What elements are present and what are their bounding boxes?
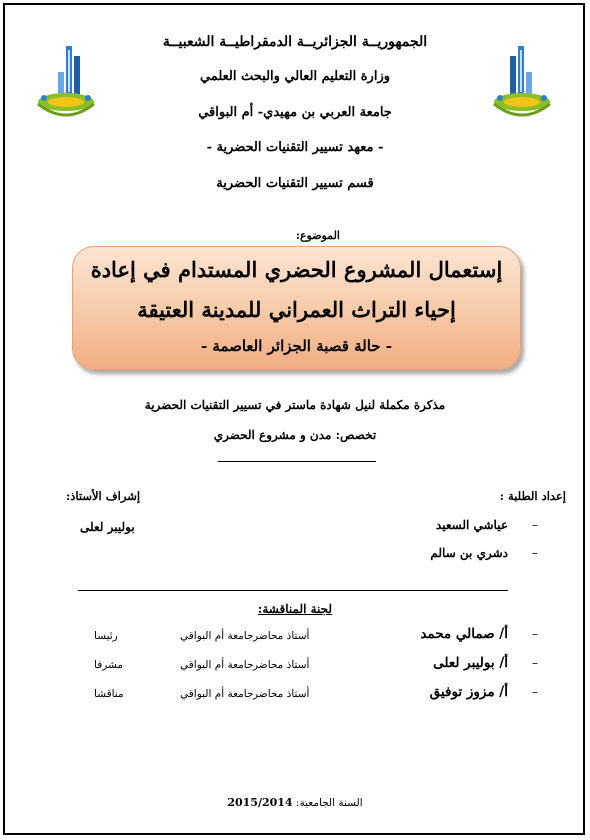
committee-member-name: أ/ صمالي محمد bbox=[420, 626, 508, 642]
student-bullet-2: – bbox=[532, 546, 538, 560]
divider-short bbox=[218, 461, 376, 462]
ministry-name: وزارة التعليم العالي والبحث العلمي bbox=[199, 69, 391, 84]
thesis-title-line-2: إحياء التراث العمراني للمدينة العتيقة bbox=[137, 297, 456, 322]
committee-member-university: جامعة أم البواقي bbox=[180, 630, 254, 642]
thesis-purpose: مذكرة مكملة لنيل شهادة ماستر في تسيير التقنيات الحضرية bbox=[144, 398, 446, 412]
department-name: قسم تسيير التقنيات الحضرية bbox=[216, 176, 374, 191]
committee-member-rank: أستاذ محاضر bbox=[253, 659, 310, 671]
committee-member-university: جامعة أم البواقي bbox=[180, 688, 254, 700]
academic-year bbox=[0, 796, 590, 809]
thesis-specialty: تخصص: مدن و مشروع الحضري bbox=[213, 428, 377, 442]
institute-name: - معهد تسيير التقنيات الحضرية - bbox=[206, 140, 384, 155]
subject-label: الموضوع: bbox=[295, 229, 340, 242]
committee-bullet: – bbox=[532, 685, 538, 699]
thesis-title-line-1: إستعمال المشروع الحضري المستدام في إعادة bbox=[90, 257, 503, 282]
committee-member-name: أ/ مزوز توفيق bbox=[429, 684, 508, 700]
thesis-case-study: - حالة قصبة الجزائر العاصمة - bbox=[200, 337, 393, 355]
committee-label bbox=[0, 602, 590, 616]
committee-member-role: مشرفا bbox=[94, 659, 124, 671]
committee-member-role: مناقشا bbox=[94, 688, 124, 700]
committee-member-rank: أستاذ محاضر bbox=[253, 630, 310, 642]
student-name-2: دشري بن سالم bbox=[430, 546, 508, 560]
thesis-title-box bbox=[72, 246, 521, 370]
committee-member-name: أ/ بوليبر لعلى bbox=[433, 655, 508, 671]
student-bullet-1: – bbox=[532, 518, 538, 532]
committee-label-text: لجنة المناقشة: bbox=[257, 602, 333, 616]
student-name-1: عياشي السعيد bbox=[435, 518, 508, 532]
supervisor-name: بوليبر لعلى bbox=[80, 520, 135, 534]
divider-long bbox=[78, 590, 508, 591]
committee-member-role: رئيسا bbox=[94, 630, 118, 642]
university-name: جامعة العربي بن مهيدي- أم البواقي bbox=[198, 105, 392, 120]
republic-name: الجمهوريــة الجزائريــة الدمقراطيــة الشعبيــة bbox=[162, 34, 428, 50]
academic-year-label: السنة الجامعية: bbox=[295, 797, 363, 809]
committee-bullet: – bbox=[532, 656, 538, 670]
supervisor-label: إشراف الأستاذ: bbox=[66, 489, 141, 503]
academic-year-value: 2015/2014 bbox=[227, 796, 293, 809]
committee-member-university: جامعة أم البواقي bbox=[180, 659, 254, 671]
students-label: إعداد الطلبة : bbox=[499, 489, 566, 503]
committee-member-rank: أستاذ محاضر bbox=[253, 688, 310, 700]
committee-bullet: – bbox=[532, 627, 538, 641]
